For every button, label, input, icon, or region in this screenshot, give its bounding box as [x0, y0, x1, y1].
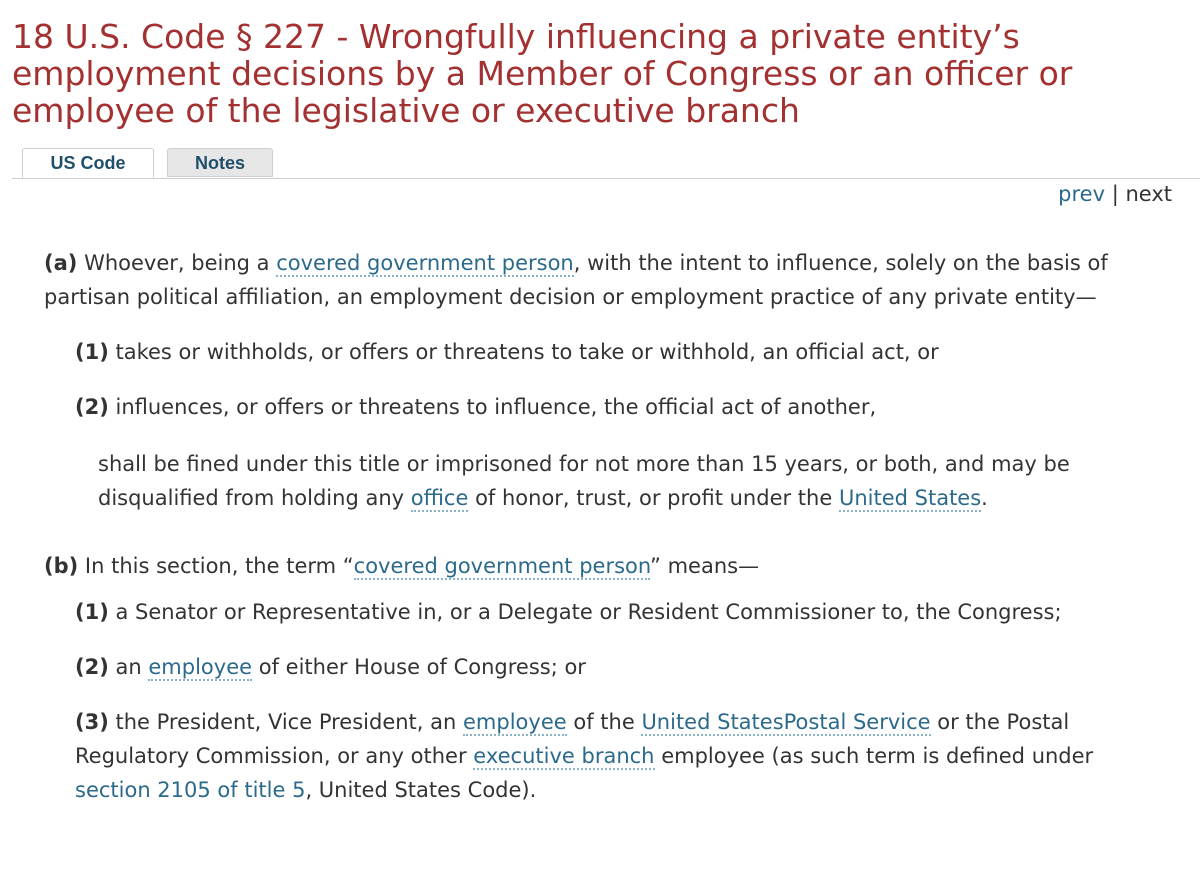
defined-term-link[interactable]: covered government person	[353, 554, 651, 578]
paragraph-b3	[75, 705, 1144, 807]
tab-notes[interactable]: Notes	[167, 148, 273, 177]
prev-link[interactable]: prev	[1058, 182, 1106, 206]
subsection-b	[44, 549, 1144, 583]
subsection-label: (b)	[44, 554, 79, 578]
text-run: .	[981, 486, 988, 510]
text-run: or the Postal Regulatory Commission, or any other	[75, 710, 1070, 768]
paragraph-b2	[75, 650, 1144, 684]
subsection-label: (a)	[44, 251, 78, 275]
text-run: ” means—	[650, 554, 760, 578]
text-run: employee (as such term is defined under	[661, 744, 1094, 768]
text-run: In this section, the term “	[84, 554, 354, 578]
paragraph-label: (2)	[75, 395, 109, 419]
defined-term-link[interactable]: covered government person	[276, 251, 574, 275]
defined-term-link[interactable]: office	[410, 486, 469, 510]
subsection-a	[44, 246, 1144, 314]
text-run: of the	[573, 710, 635, 734]
tab-us-code[interactable]: US Code	[22, 148, 154, 178]
paragraph-label: (1)	[75, 600, 109, 624]
text-run: Whoever, being a	[84, 251, 270, 275]
tab-bar	[12, 148, 1200, 179]
statute-text	[44, 246, 1144, 807]
paragraph-b1	[75, 595, 1144, 629]
pager-separator: |	[1111, 182, 1119, 206]
defined-term-link[interactable]: United StatesPostal Service	[641, 710, 931, 734]
page-title: 18 U.S. Code § 227 - Wrongfully influencing a private entity’s employment decisions by a Member of Congress or an officer or employee of the legislative or executive branch	[12, 17, 1073, 130]
text-run: , with the intent to influence, solely on the basis of partisan political affiliation, an employment decision or employment practice of any private entity—	[44, 251, 1108, 309]
continuation-text	[98, 447, 1144, 515]
text-run: shall be fined under this title or imprisoned for not more than 15 years, or both, and may be disqualified from holding any	[98, 452, 1070, 510]
paragraph-a2	[75, 390, 1144, 424]
pager	[1058, 182, 1172, 206]
defined-term-link[interactable]: United States	[838, 486, 982, 510]
text-run: takes or withholds, or offers or threatens to take or withhold, an official act, or	[115, 340, 939, 364]
defined-term-link[interactable]: employee	[148, 655, 253, 679]
text-run: an	[115, 655, 142, 679]
text-run: of honor, trust, or profit under the	[475, 486, 833, 510]
defined-term-link[interactable]: executive branch	[473, 744, 655, 768]
text-run: influences, or offers or threatens to influence, the official act of another,	[115, 395, 877, 419]
paragraph-label: (2)	[75, 655, 109, 679]
text-run: the President, Vice President, an	[115, 710, 457, 734]
text-run: , United States Code).	[305, 778, 537, 802]
text-run: of either House of Congress; or	[258, 655, 586, 679]
paragraph-label: (3)	[75, 710, 109, 734]
section-reference-link[interactable]: section 2105 of title 5	[75, 778, 306, 802]
paragraph-a1	[75, 335, 1144, 369]
text-run: a Senator or Representative in, or a Delegate or Resident Commissioner to, the Congress;	[115, 600, 1062, 624]
defined-term-link[interactable]: employee	[463, 710, 567, 734]
next-link[interactable]: next	[1125, 182, 1172, 206]
paragraph-label: (1)	[75, 340, 109, 364]
